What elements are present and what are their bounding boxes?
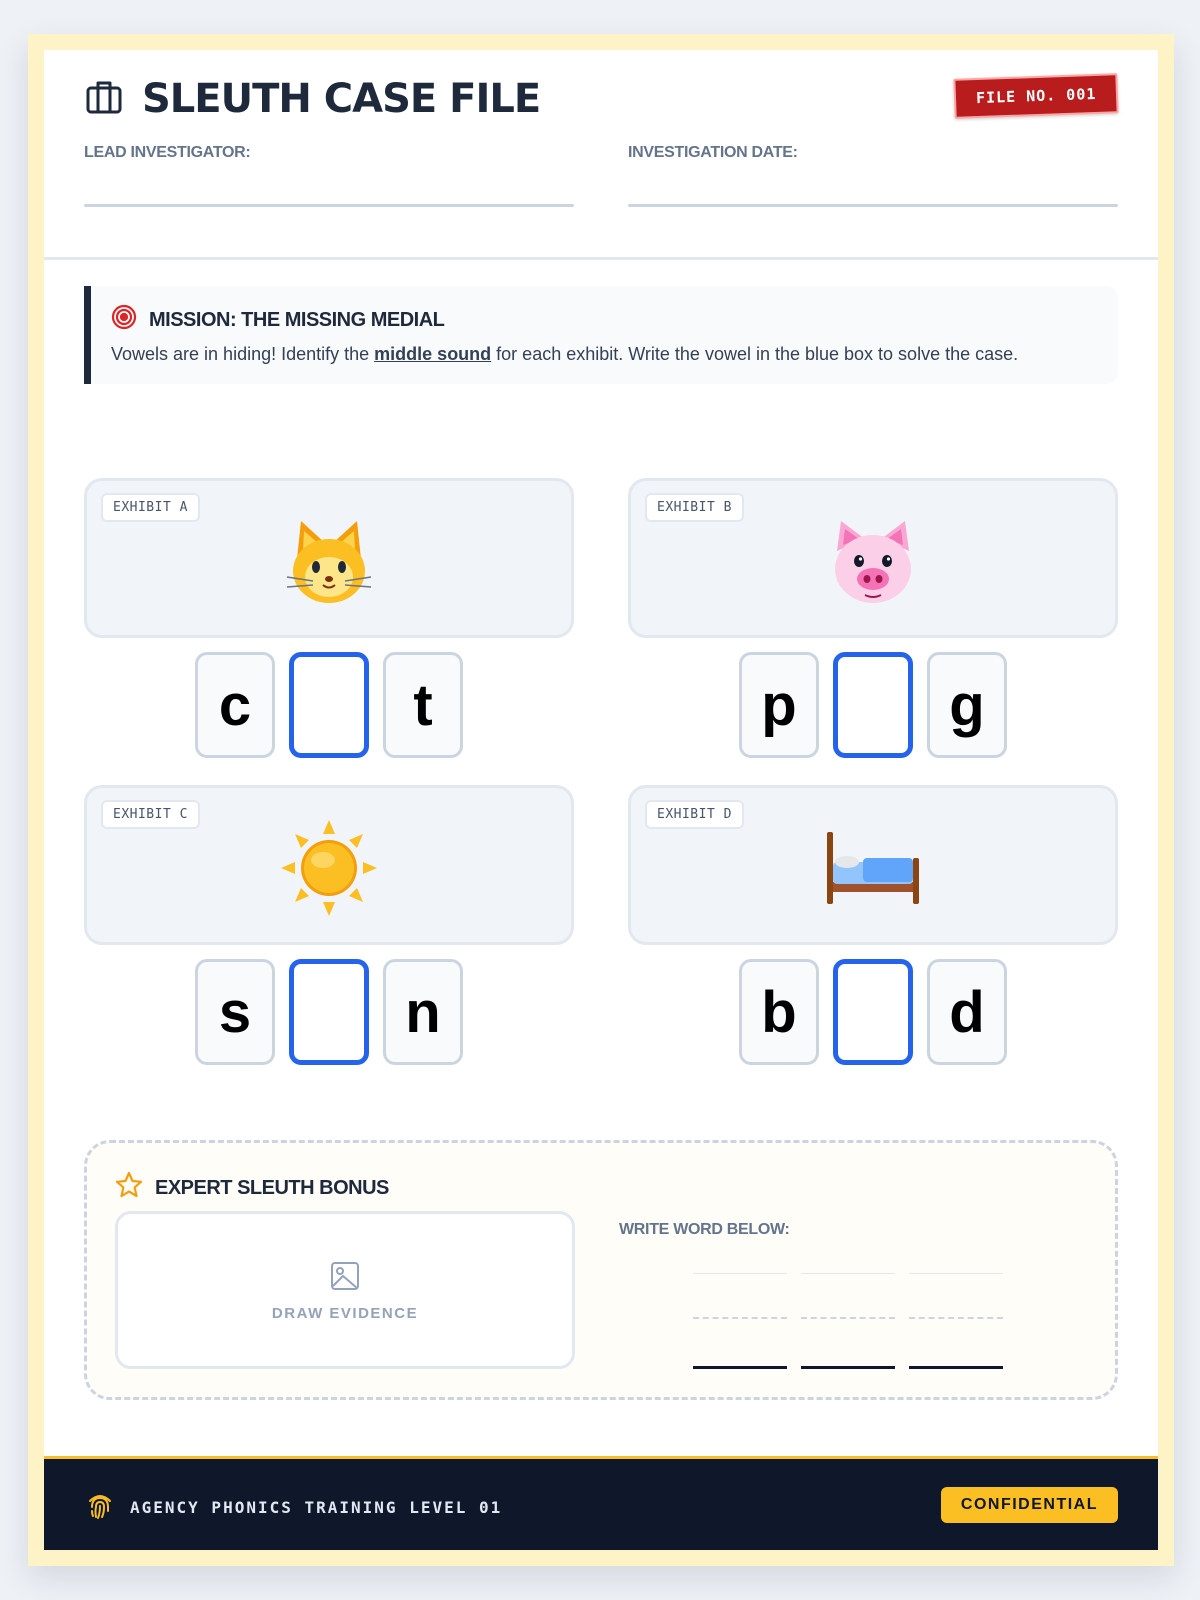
word-letters (84, 652, 574, 758)
footer-training (84, 1489, 502, 1525)
vowel-answer-box[interactable] (833, 652, 913, 758)
page-title: SLEUTH CASE FILE (142, 76, 541, 122)
investigation-date-label: INVESTIGATION DATE: (628, 144, 798, 161)
image-icon (329, 1279, 361, 1296)
mission-text-before: Vowels are in hiding! Identify the (111, 344, 375, 364)
bed-icon (823, 905, 923, 922)
file-number-stamp: FILE NO. 001 (953, 73, 1119, 119)
first-letter: s (195, 959, 275, 1065)
cat-face-icon (279, 598, 379, 615)
exhibit-card (84, 785, 574, 945)
exhibit-tag: EXHIBIT D (645, 800, 744, 829)
mission-text-after: for each exhibit. Write the vowel in the blue box to solve the case. (491, 344, 1019, 364)
first-letter: b (739, 959, 819, 1065)
vowel-answer-box[interactable] (289, 652, 369, 758)
bonus-heading (115, 1171, 389, 1205)
last-letter: g (927, 652, 1007, 758)
write-word-cells (693, 1273, 1003, 1369)
word-letters (628, 959, 1118, 1065)
word-letters (84, 959, 574, 1065)
exhibit-card (628, 478, 1118, 638)
write-cell[interactable] (693, 1273, 787, 1369)
investigation-date-field[interactable] (628, 144, 1118, 207)
last-letter: n (383, 959, 463, 1065)
lead-investigator-field[interactable] (84, 144, 574, 207)
first-letter: p (739, 652, 819, 758)
exhibit-card (84, 478, 574, 638)
word-letters (628, 652, 1118, 758)
mission-text-emphasis: middle sound (374, 344, 492, 364)
bonus-panel (84, 1140, 1118, 1400)
exhibit-tag: EXHIBIT A (101, 493, 200, 522)
bonus-title: EXPERT SLEUTH BONUS (155, 1176, 389, 1199)
target-icon (111, 304, 137, 336)
mission-title: MISSION: THE MISSING MEDIAL (149, 308, 445, 331)
last-letter: t (383, 652, 463, 758)
pig-face-icon (823, 598, 923, 615)
mission-heading (111, 304, 1098, 336)
exhibit-tag: EXHIBIT C (101, 800, 200, 829)
first-letter: c (195, 652, 275, 758)
draw-evidence-label: DRAW EVIDENCE (271, 1305, 419, 1322)
exhibit-c (84, 785, 574, 1065)
write-cell[interactable] (909, 1273, 1003, 1369)
last-letter: d (927, 959, 1007, 1065)
lead-investigator-line[interactable] (84, 204, 574, 207)
footer-bar (44, 1456, 1158, 1550)
mission-instructions (111, 344, 1098, 365)
training-label: AGENCY PHONICS TRAINING LEVEL 01 (130, 1497, 503, 1517)
vowel-answer-box[interactable] (833, 959, 913, 1065)
briefcase-icon (84, 77, 124, 122)
page-frame (28, 34, 1174, 1566)
write-cell[interactable] (801, 1273, 895, 1369)
draw-evidence-box[interactable] (115, 1211, 575, 1369)
sun-icon (279, 905, 379, 922)
exhibit-a (84, 478, 574, 758)
fingerprint-icon (84, 1489, 116, 1525)
worksheet (44, 50, 1158, 1550)
vowel-answer-box[interactable] (289, 959, 369, 1065)
exhibit-d (628, 785, 1118, 1065)
brand (84, 76, 540, 122)
exhibit-b (628, 478, 1118, 758)
exhibit-card (628, 785, 1118, 945)
investigation-date-line[interactable] (628, 204, 1118, 207)
write-word-label: WRITE WORD BELOW: (619, 1221, 790, 1238)
star-icon (115, 1171, 143, 1205)
mission-panel (84, 286, 1118, 384)
exhibit-tag: EXHIBIT B (645, 493, 744, 522)
lead-investigator-label: LEAD INVESTIGATOR: (84, 144, 251, 161)
case-header (44, 50, 1158, 260)
confidential-badge: CONFIDENTIAL (941, 1487, 1118, 1523)
